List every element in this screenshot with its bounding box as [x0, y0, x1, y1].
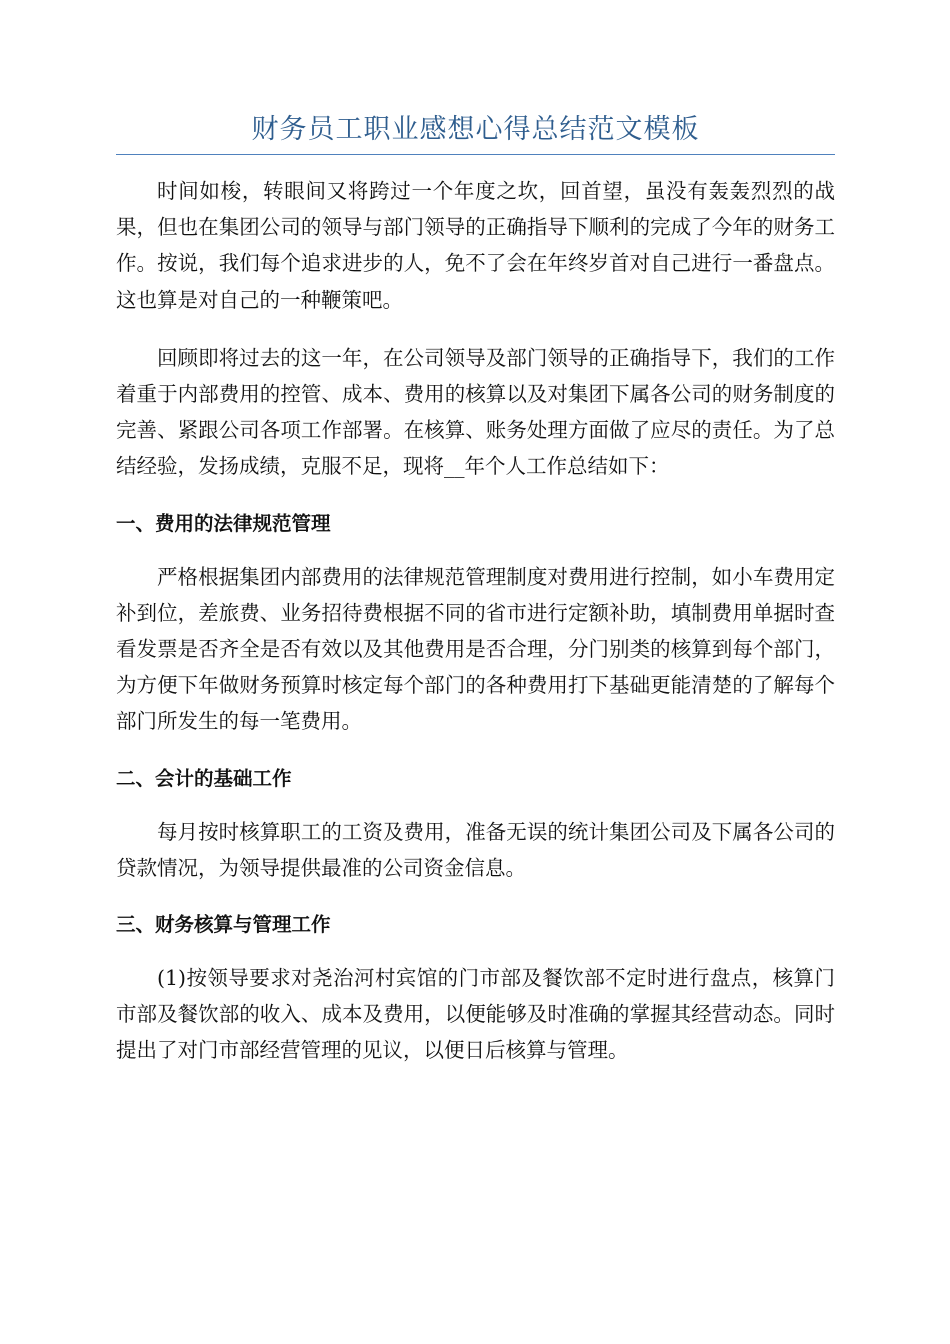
paragraph-expense-management: 严格根据集团内部费用的法律规范管理制度对费用进行控制，如小车费用定补到位，差旅费、业务招待费根据不同的省市进行定额补助，填制费用单据时查看发票是否齐全是否有效以及其他费用是否合理，分门别类的核算到每个部门，为方便下年做财务预算时核定每个部门的各种费用打下基础更能清楚的了解每个部门所发生的每一笔费用。 [116, 564, 835, 734]
paragraph-accounting-basics: 每月按时核算职工的工资及费用，准备无误的统计集团公司及下属各公司的贷款情况，为领导提供最准的公司资金信息。 [116, 819, 835, 880]
title-underline [116, 154, 835, 155]
paragraph-financial-accounting: (1)按领导要求对尧治河村宾馆的门市部及餐饮部不定时进行盘点，核算门市部及餐饮部的收入、成本及费用，以便能够及时准确的掌握其经营动态。同时提出了对门市部经营管理的见议，以便日后核算与管理。 [116, 966, 835, 1063]
document-title: 财务员工职业感想心得总结范文模板 [251, 114, 700, 145]
section-heading-expense-management: 一、费用的法律规范管理 [116, 511, 331, 535]
paragraph-review: 回顾即将过去的这一年，在公司领导及部门领导的正确指导下，我们的工作着重于内部费用的控管、成本、费用的核算以及对集团下属各公司的财务制度的完善、紧跟公司各项工作部署。在核算、账务处理方面做了应尽的责任。为了总结经验，发扬成绩，克服不足，现将__年个人工作总结如下： [116, 345, 835, 479]
section-heading-accounting-basics: 二、会计的基础工作 [116, 766, 292, 790]
document-body [116, 110, 835, 1091]
paragraph-intro: 时间如梭，转眼间又将跨过一个年度之坎，回首望，虽没有轰轰烈烈的战果，但也在集团公司的领导与部门领导的正确指导下顺利的完成了今年的财务工作。按说，我们每个追求进步的人，免不了会在年终岁首对自己进行一番盘点。这也算是对自己的一种鞭策吧。 [116, 179, 835, 312]
section-heading-financial-accounting: 三、财务核算与管理工作 [116, 913, 331, 937]
